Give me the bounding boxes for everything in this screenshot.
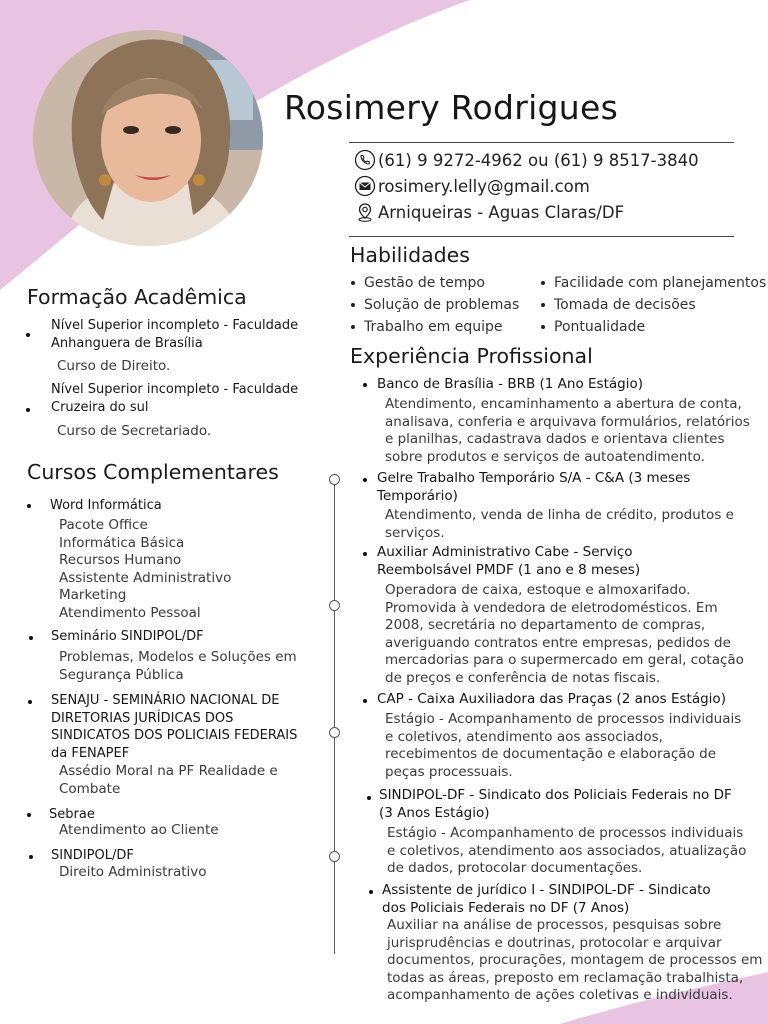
contact-phone	[354, 149, 699, 171]
education-degree: Nível Superior incompleto - Faculdade Anhanguera de Brasília	[51, 318, 299, 351]
experience-role: Assistente de jurídico I - SINDIPOL-DF - Sindicato dos Policiais Federais no DF (7 Anos)	[382, 882, 711, 916]
courses-title: Cursos Complementares	[27, 460, 279, 484]
bullet	[363, 383, 367, 387]
course-title: Sebrae	[49, 807, 95, 822]
course-details: Problemas, Modelos e Soluções em Segurança Pública	[59, 649, 297, 683]
skill-item: Pontualidade	[541, 319, 645, 335]
experience-description: Operadora de caixa, estoque e almoxarifado. Promovida à vendedora de eletrodomésticos. Em 2008, secretária no departamento de compras, averiguando contratos entre empresas, pedidos de mercadorias para o supermercado em geral, cotação de preços e conferência de notas fiscais.	[385, 582, 744, 686]
contact-email	[354, 175, 590, 197]
experience-description: Auxiliar na análise de processos, pesquisas sobre jurisprudências e doutrinas, protocolar e arquivar documentos, procurações, montagem de processos em todas as áreas, preposto em reclamação trabalhista, acompanhamento de ações coletivas e individuais.	[387, 917, 763, 1003]
location-pin-icon	[354, 201, 376, 223]
experience-description: Estágio - Acompanhamento de processos individuais e coletivos, atendimento aos associados, recebimentos de documentação e elaboração de peças processuais.	[385, 711, 742, 780]
experience-role: SINDIPOL-DF - Sindicato dos Policiais Federais no DF (3 Anos Estágio)	[379, 787, 732, 821]
phone-icon	[354, 149, 376, 171]
skill-item: Trabalho em equipe	[351, 319, 503, 335]
education-detail: Curso de Direito.	[57, 358, 171, 374]
bullet	[27, 813, 31, 817]
skill-item: Facilidade com planejamentos	[541, 275, 766, 291]
course-details: Assédio Moral na PF Realidade e Combate	[59, 763, 278, 797]
bullet	[28, 700, 32, 704]
bullet	[363, 552, 367, 556]
course-title: SINDIPOL/DF	[51, 848, 134, 863]
experience-role: Banco de Brasília - BRB (1 Ano Estágio)	[377, 376, 643, 392]
name-divider	[349, 142, 734, 143]
bullet	[367, 796, 371, 800]
course-title: SENAJU - SEMINÁRIO NACIONAL DE DIRETORIAS JURÍDICAS DOS SINDICATOS DOS POLICIAIS FEDERAIS da FENAPEF	[51, 693, 298, 761]
timeline-node	[329, 727, 340, 738]
email-text: rosimery.lelly@gmail.com	[378, 176, 590, 196]
bullet	[363, 478, 367, 482]
course-details: Direito Administrativo	[59, 864, 207, 880]
experience-description: Atendimento, venda de linha de crédito, produtos e serviços.	[385, 507, 734, 541]
bullet	[29, 855, 33, 859]
mail-icon	[354, 175, 376, 197]
bullet	[26, 408, 30, 412]
experience-role: Auxiliar Administrativo Cabe - Serviço Reembolsável PMDF (1 ano e 8 meses)	[377, 544, 641, 578]
course-details: Atendimento ao Cliente	[59, 822, 219, 838]
skill-item: Gestão de tempo	[351, 275, 485, 291]
experience-role: Gelre Trabalho Temporário S/A - C&A (3 meses Temporário)	[377, 470, 691, 504]
skill-item: Solução de problemas	[351, 297, 519, 313]
course-title: Word Informática	[50, 498, 162, 513]
experience-role: CAP - Caixa Auxiliadora das Praças (2 anos Estágio)	[377, 691, 726, 707]
bullet	[363, 699, 367, 703]
timeline-node	[329, 474, 340, 485]
course-title: Seminário SINDIPOL/DF	[51, 629, 204, 644]
bullet	[369, 890, 373, 894]
course-details: Pacote Office Informática Básica Recursos Humano Assistente Administrativo Marketing Atendimento Pessoal	[59, 517, 232, 621]
timeline-node	[329, 600, 340, 611]
experience-description: Atendimento, encaminhamento a abertura de conta, analisava, conferia e arquivava formulários, relatórios e planilhas, cadastrava dados e orientava clientes sobre produtos e serviços de autoatendimento.	[385, 396, 750, 465]
education-detail: Curso de Secretariado.	[57, 423, 212, 439]
phone-text: (61) 9 9272-4962 ou (61) 9 8517-3840	[378, 150, 699, 170]
candidate-name: Rosimery Rodrigues	[284, 88, 619, 127]
bullet	[26, 333, 30, 337]
skill-item: Tomada de decisões	[541, 297, 696, 313]
contact-address	[354, 201, 624, 223]
bullet	[27, 504, 31, 508]
contact-divider	[349, 236, 734, 237]
address-text: Arniqueiras - Aguas Claras/DF	[378, 202, 625, 222]
education-title: Formação Acadêmica	[27, 285, 247, 309]
profile-photo	[33, 30, 263, 246]
education-degree: Nível Superior incompleto - Faculdade Cruzeira do sul	[51, 382, 299, 415]
bullet	[29, 636, 33, 640]
experience-description: Estágio - Acompanhamento de processos individuais e coletivos, atendimento aos associados, atualização de dados, protocolar documentações.	[387, 825, 747, 876]
experience-title: Experiência Profissional	[350, 344, 593, 368]
timeline-line	[334, 479, 335, 954]
timeline-node	[329, 851, 340, 862]
skills-title: Habilidades	[350, 243, 470, 267]
